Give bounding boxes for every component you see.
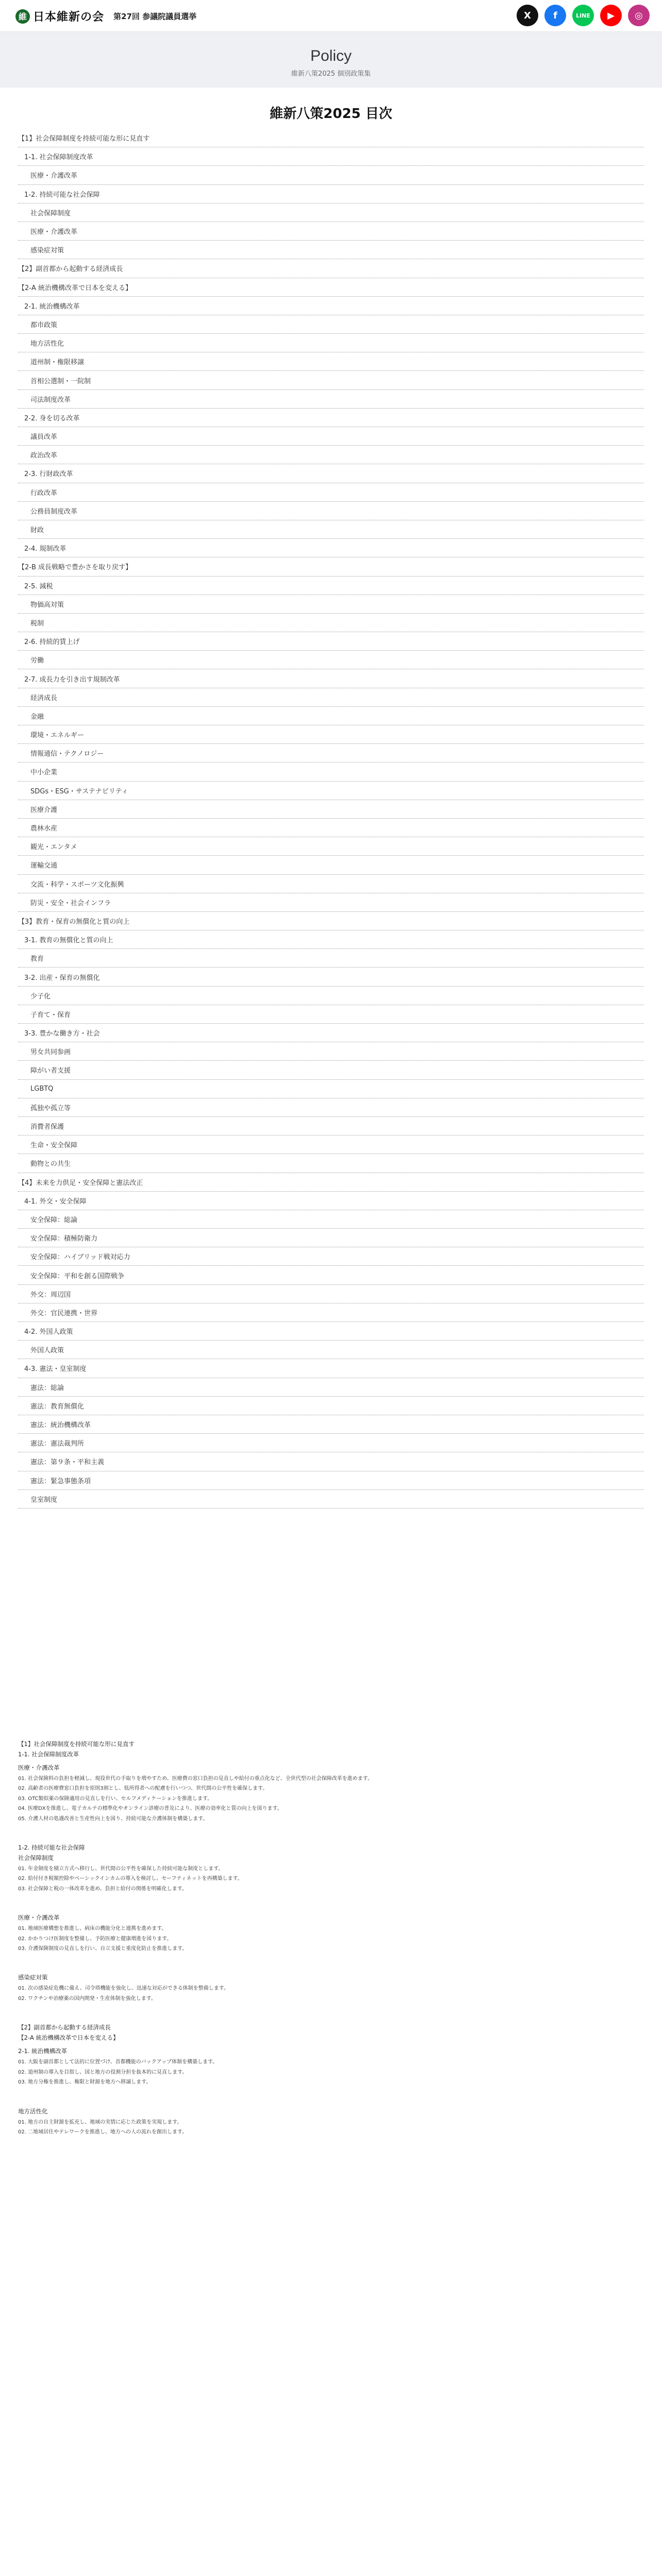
toc-item[interactable]: 憲法：総論 (18, 1378, 644, 1397)
toc-item[interactable]: 公務員制度改革 (18, 502, 644, 520)
toc-title: 維新八策2025 目次 (270, 106, 392, 122)
toc-item[interactable]: 生命・安全保障 (18, 1136, 644, 1154)
toc-item[interactable]: 司法制度改革 (18, 390, 644, 409)
toc-item[interactable]: 医療・介護改革 (18, 166, 644, 184)
policy-paragraph: 03. 介護保険制度の見直しを行い、自立支援と重度化防止を推進します。 (18, 1946, 188, 1952)
section-heading: 【1】社会保障制度を持続可能な形に見直す (18, 1740, 135, 1748)
policy-paragraph: 01. 地域医療構想を推進し、病床の機能分化と連携を進めます。 (18, 1926, 167, 1932)
toc-item[interactable]: 物価高対策 (18, 595, 644, 614)
toc-item[interactable]: 地方活性化 (18, 334, 644, 352)
section-paragraphs (18, 1774, 644, 1824)
policy-paragraph: 01. 大阪を副首都として法的に位置づけ、首都機能のバックアップ体制を構築します。 (18, 2059, 218, 2065)
x-icon[interactable]: X (517, 5, 538, 26)
table-of-contents (18, 88, 644, 1509)
section-topic: 医療・介護改革 (18, 1764, 60, 1771)
section-heading: 感染症対策 (18, 1974, 48, 1981)
toc-item[interactable]: 教育 (18, 949, 644, 968)
toc-item[interactable]: 行政改革 (18, 483, 644, 502)
policy-body (18, 1739, 644, 2156)
toc-item[interactable]: 消費者保護 (18, 1117, 644, 1136)
toc-item[interactable]: 安全保障：平和を創る国際戦争 (18, 1266, 644, 1284)
toc-item[interactable]: 首相公選制・一院制 (18, 371, 644, 389)
toc-item[interactable]: 3-3. 豊かな働き方・社会 (18, 1024, 644, 1042)
logo-text: 日本維新の会 (33, 11, 105, 24)
policy-paragraph: 03. OTC類似薬の保険適用の見直しを行い、セルフメディケーションを推進します。 (18, 1795, 213, 1802)
section-topic: 2-1. 統治機構改革 (18, 2047, 68, 2055)
toc-item[interactable]: 孤独や孤立等 (18, 1098, 644, 1117)
toc-item[interactable]: 安全保障：積極防衛力 (18, 1229, 644, 1247)
section-heading: 地方活性化 (18, 2107, 48, 2115)
toc-item[interactable]: 男女共同参画 (18, 1042, 644, 1061)
section-subheading: 社会保障制度 (18, 1854, 54, 1862)
toc-item[interactable]: 交流・科学・スポーツ文化振興 (18, 875, 644, 893)
toc-item[interactable]: 【2-A 統治機構改革で日本を変える】 (18, 278, 644, 297)
toc-item[interactable]: 都市政策 (18, 315, 644, 334)
section-paragraphs (18, 1924, 644, 1954)
policy-paragraph: 03. 社会保障と税の一体改革を進め、負担と給付の関係を明確化します。 (18, 1886, 187, 1892)
toc-item[interactable]: 【4】未来を力供足・安全保障と憲法改正 (18, 1173, 644, 1192)
policy-section (18, 2106, 644, 2138)
logo-icon: 維 (15, 9, 30, 24)
toc-item[interactable]: 【2-B 成長戦略で豊かさを取り戻す】 (18, 557, 644, 576)
toc-item[interactable]: 2-3. 行財政改革 (18, 464, 644, 483)
page-subtitle: 維新八策2025 個別政策集 (291, 70, 371, 78)
instagram-icon[interactable]: ◎ (628, 5, 650, 26)
toc-item[interactable]: 3-2. 出産・保育の無償化 (18, 968, 644, 986)
toc-item[interactable]: 財政 (18, 520, 644, 539)
site-header (0, 0, 662, 32)
toc-item[interactable]: 医療介護 (18, 800, 644, 819)
toc-item[interactable]: 防災・安全・社会インフラ (18, 893, 644, 912)
toc-item[interactable]: 運輸交通 (18, 856, 644, 874)
toc-item[interactable]: 4-2. 外国人政策 (18, 1322, 644, 1341)
line-icon[interactable]: LINE (572, 5, 594, 26)
facebook-icon[interactable]: f (544, 5, 566, 26)
policy-paragraph: 01. 年金制度を積立方式へ移行し、世代間の公平性を確保した持続可能な制度とします。 (18, 1866, 224, 1872)
policy-paragraph: 02. かかりつけ医制度を整備し、予防医療と健康増進を図ります。 (18, 1936, 172, 1942)
toc-item[interactable]: 障がい者支援 (18, 1061, 644, 1079)
toc-item[interactable]: 少子化 (18, 987, 644, 1005)
policy-paragraph: 02. 給付付き税額控除やベーシックインカムの導入を検討し、セーフティネットを再構築します。 (18, 1876, 243, 1882)
section-heading: 医療・介護改革 (18, 1914, 60, 1922)
toc-item[interactable]: 医療・介護改革 (18, 222, 644, 241)
toc-item[interactable]: 【3】教育・保育の無償化と質の向上 (18, 912, 644, 930)
logo-mark (15, 8, 104, 24)
toc-item[interactable]: 2-2. 身を切る改革 (18, 409, 644, 427)
section-heading: 【2】副首都から起動する経済成長 (18, 2024, 111, 2031)
toc-item[interactable]: 憲法：教育無償化 (18, 1397, 644, 1415)
toc-item[interactable]: LGBTQ (18, 1080, 644, 1098)
policy-paragraph: 04. 医療DXを推進し、電子カルテの標準化やオンライン診療の普及により、医療の効率化と質の向上を図ります。 (18, 1806, 283, 1812)
toc-item[interactable]: 2-4. 規制改革 (18, 539, 644, 557)
toc-item[interactable]: 安全保障：総論 (18, 1210, 644, 1229)
toc-item[interactable]: 外国人政策 (18, 1341, 644, 1359)
toc-item[interactable]: 感染症対策 (18, 241, 644, 259)
toc-item[interactable]: 観光・エンタメ (18, 837, 644, 856)
toc-item[interactable]: 憲法：憲法裁判所 (18, 1434, 644, 1452)
toc-item[interactable]: 情報通信・テクノロジー (18, 744, 644, 762)
toc-item[interactable]: 1-2. 持続可能な社会保障 (18, 185, 644, 204)
section-subheading: 1-1. 社会保障制度改革 (18, 1751, 79, 1758)
toc-item[interactable]: 金融 (18, 707, 644, 725)
policy-section (18, 1842, 644, 1894)
toc-list (18, 129, 644, 1509)
policy-paragraph: 02. 高齢者の医療費窓口負担を原則3割とし、低所得者への配慮を行いつつ、世代間の公平性を確保します。 (18, 1786, 268, 1792)
toc-item[interactable]: 安全保障：ハイブリッド戦対応力 (18, 1247, 644, 1266)
section-paragraphs (18, 2117, 644, 2138)
policy-section (18, 1739, 644, 1824)
toc-item[interactable]: 議員改革 (18, 427, 644, 446)
toc-item[interactable]: 道州制・権限移譲 (18, 352, 644, 371)
toc-item[interactable]: 環境・エネルギー (18, 725, 644, 744)
toc-item[interactable]: 2-5. 減税 (18, 577, 644, 595)
policy-paragraph: 05. 介護人材の処遇改善と生産性向上を図り、持続可能な介護体制を構築します。 (18, 1816, 208, 1822)
social-links (517, 5, 650, 26)
policy-paragraph: 02. 道州制の導入を目指し、国と地方の役割分担を抜本的に見直します。 (18, 2069, 188, 2075)
policy-paragraph: 02. 二地域居住やテレワークを推進し、地方への人の流れを創出します。 (18, 2129, 188, 2135)
toc-item[interactable]: 労働 (18, 651, 644, 669)
toc-item[interactable]: 4-3. 憲法・皇室制度 (18, 1359, 644, 1378)
section-subheading: 【2-A 統治機構改革で日本を変える】 (18, 2034, 119, 2042)
toc-item[interactable]: 憲法：統治機構改革 (18, 1415, 644, 1434)
toc-item[interactable]: 子育て・保育 (18, 1005, 644, 1024)
section-paragraphs (18, 1864, 644, 1894)
section-paragraphs (18, 1984, 644, 2004)
policy-paragraph: 01. 社会保険料の負担を軽減し、現役世代の手取りを増やすため、医療費の窓口負担の見直しや給付の重点化など、全世代型の社会保障改革を進めます。 (18, 1776, 373, 1782)
policy-paragraph: 03. 地方分権を推進し、権限と財源を地方へ移譲します。 (18, 2079, 152, 2086)
toc-item[interactable]: 2-1. 統治機構改革 (18, 297, 644, 315)
policy-section (18, 1912, 644, 1954)
site-logo[interactable] (15, 8, 196, 24)
election-name: 第27回 参議院議員選挙 (113, 12, 197, 21)
toc-item[interactable]: 外交：周辺国 (18, 1285, 644, 1303)
section-heading: 1-2. 持続可能な社会保障 (18, 1844, 85, 1852)
toc-item[interactable]: 動物との共生 (18, 1154, 644, 1173)
toc-item[interactable]: 【1】社会保障制度を持続可能な形に見直す (18, 129, 644, 147)
toc-item[interactable]: SDGs・ESG・サステナビリティ (18, 782, 644, 800)
toc-item[interactable]: 中小企業 (18, 762, 644, 781)
policy-section (18, 1972, 644, 2004)
toc-item[interactable]: 社会保障制度 (18, 204, 644, 222)
toc-item[interactable]: 2-6. 持続的賃上げ (18, 632, 644, 651)
page-title: Policy (310, 47, 352, 64)
toc-item[interactable]: 4-1. 外交・安全保障 (18, 1192, 644, 1210)
toc-item[interactable]: 政治改革 (18, 446, 644, 464)
toc-item[interactable]: 憲法：第９条・平和主義 (18, 1452, 644, 1471)
toc-item[interactable]: 農林水産 (18, 819, 644, 837)
toc-item[interactable]: 皇室制度 (18, 1490, 644, 1509)
toc-item[interactable]: 税制 (18, 614, 644, 632)
toc-item[interactable]: 経済成長 (18, 688, 644, 707)
page-hero (0, 32, 662, 88)
toc-item[interactable]: 2-7. 成長力を引き出す規制改革 (18, 669, 644, 688)
toc-item[interactable]: 憲法：緊急事態条項 (18, 1471, 644, 1490)
policy-section (18, 2022, 644, 2087)
youtube-icon[interactable]: ▶ (600, 5, 622, 26)
policy-paragraph: 02. ワクチンや治療薬の国内開発・生産体制を強化します。 (18, 1995, 156, 2002)
section-paragraphs (18, 2057, 644, 2087)
toc-item[interactable]: 1-1. 社会保障制度改革 (18, 147, 644, 166)
toc-item[interactable]: 3-1. 教育の無償化と質の向上 (18, 930, 644, 949)
toc-item[interactable]: 【2】副首都から起動する経済成長 (18, 259, 644, 278)
policy-paragraph: 01. 次の感染症危機に備え、司令塔機能を強化し、迅速な対応ができる体制を整備します。 (18, 1986, 229, 1992)
toc-item[interactable]: 外交：官民連携・世界 (18, 1303, 644, 1322)
policy-paragraph: 01. 地方の自主財源を拡充し、地域の実情に応じた政策を実現します。 (18, 2119, 183, 2125)
